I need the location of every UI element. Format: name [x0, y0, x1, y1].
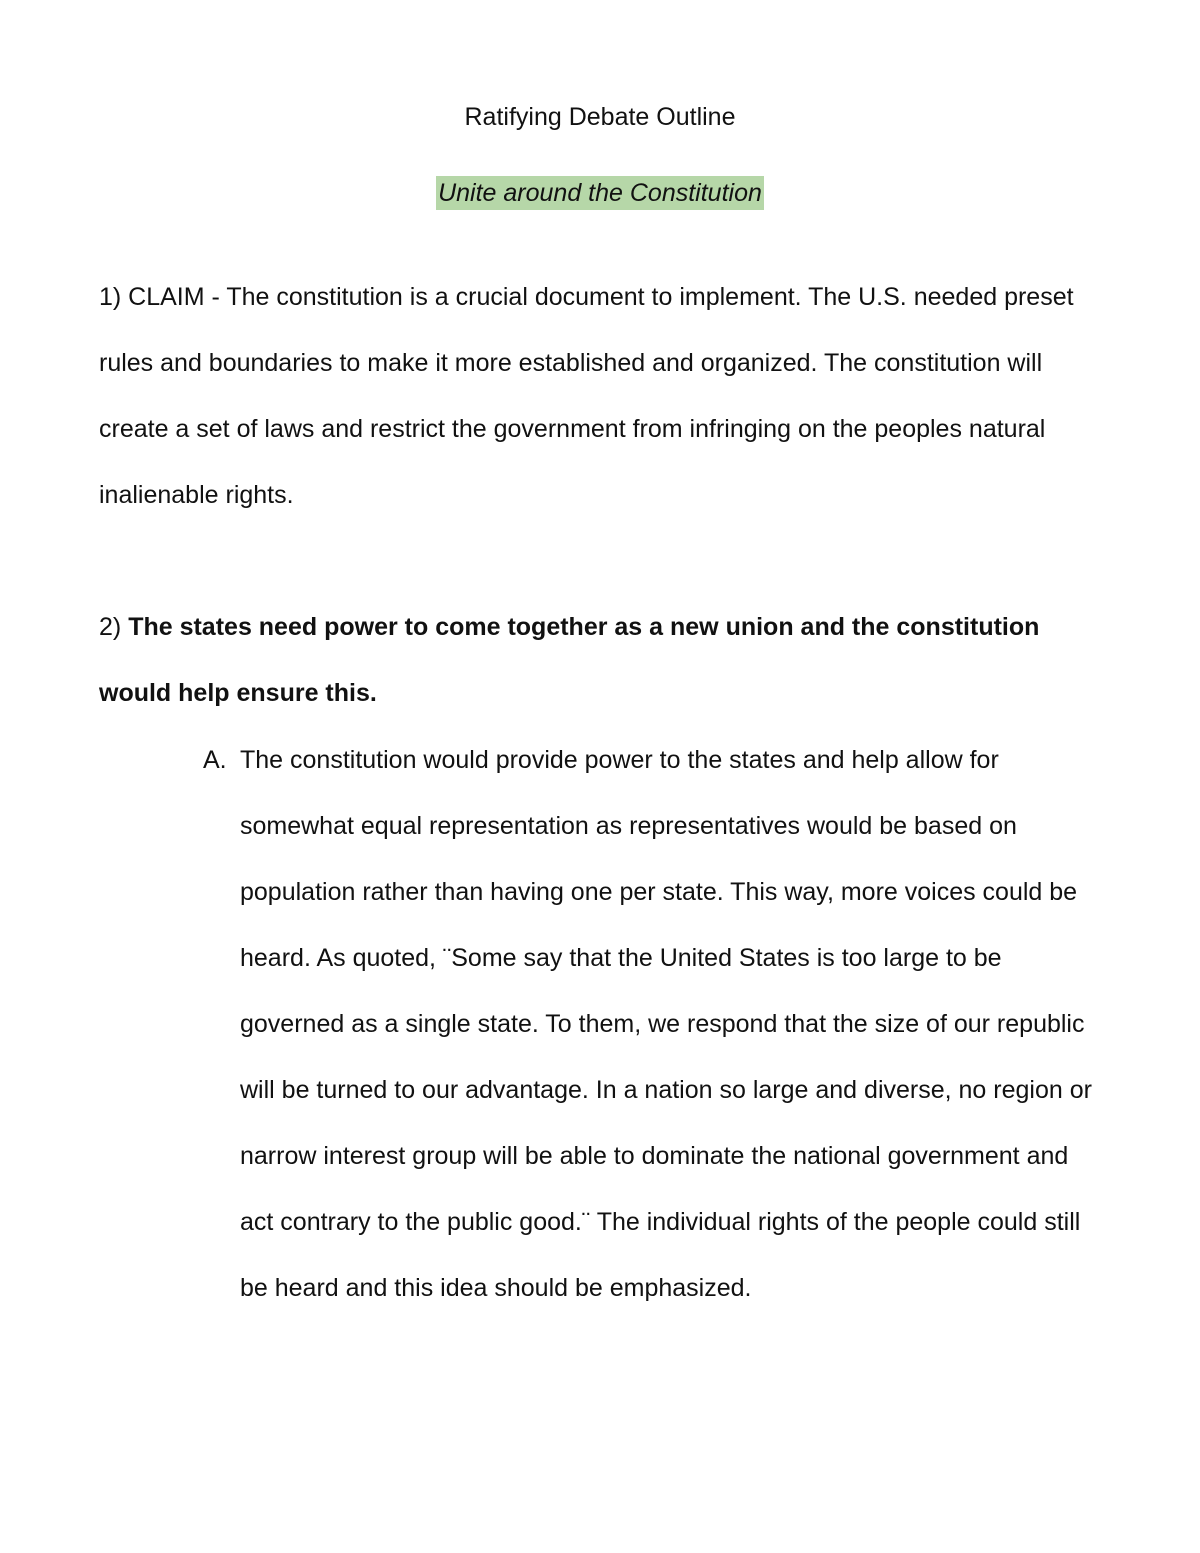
- sub-point-a-text: The constitution would provide power to the states and help allow for somewhat equal representation as representatives would be based on population rather than having one per state. This way, more voices could be heard. As quoted, ¨Some say that the United States is too large to be governed as a single state. To them, we respond that the size of our republic will be turned to our advantage. In a nation so large and diverse, no region or narrow interest group will be able to dominate the national government and act contrary to the public good.¨ The individual rights of the people could still be heard and this idea should be emphasized.: [240, 746, 1092, 1302]
- point-two-heading: The states need power to come together as a new union and the constitution would help ensure this.: [99, 613, 1040, 707]
- claim-text: The constitution is a crucial document to implement. The U.S. needed preset rules and boundaries to make it more established and organized. The constitution will create a set of laws and restrict the government from infringing on the peoples natural inalienable rights.: [99, 283, 1074, 509]
- claim-paragraph: [99, 264, 1109, 528]
- sub-point-a: [203, 727, 1108, 1321]
- sub-point-a-marker: A.: [203, 746, 227, 774]
- document-subtitle: Unite around the Constitution: [436, 176, 764, 210]
- claim-prefix: 1) CLAIM -: [99, 283, 227, 311]
- subtitle-container: [0, 176, 1200, 210]
- point-two-paragraph: [99, 594, 1109, 726]
- document-title: Ratifying Debate Outline: [464, 103, 736, 131]
- point-two-prefix: 2): [99, 613, 129, 641]
